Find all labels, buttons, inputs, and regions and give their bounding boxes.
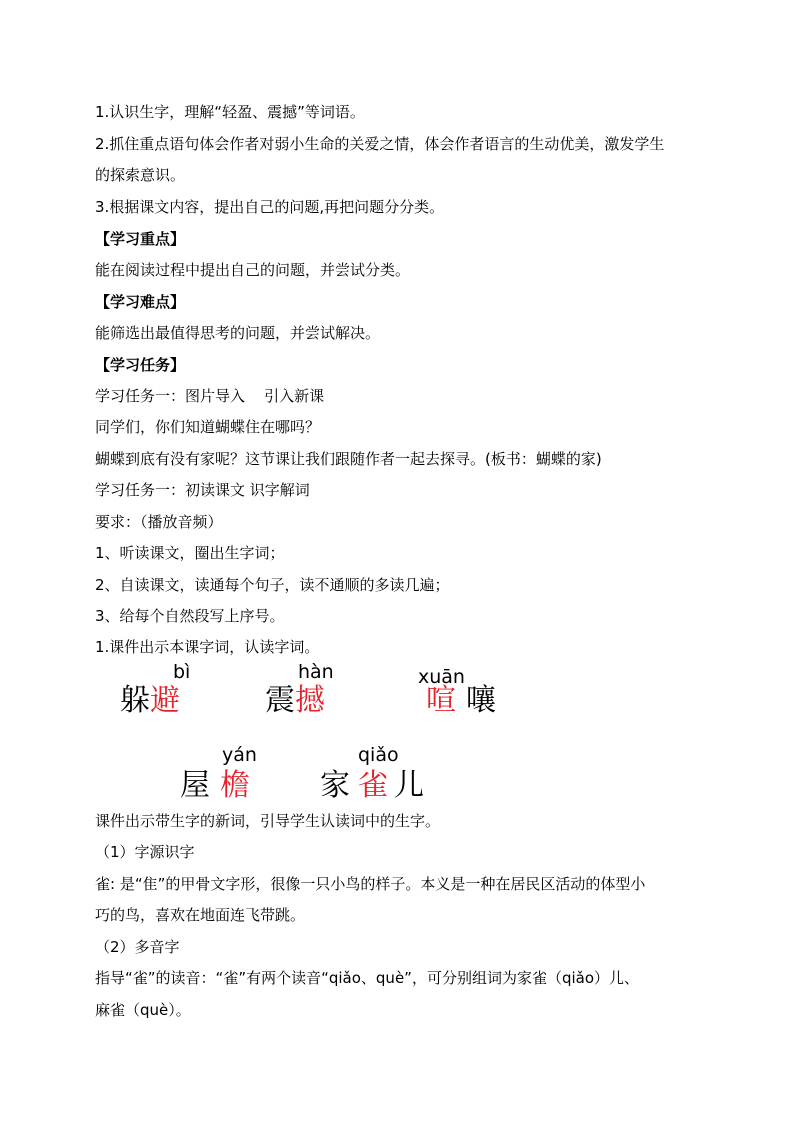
task-line: 3、给每个自然段写上序号。 — [95, 607, 285, 625]
body-line: 雀: 是“隹”的甲骨文字形，很像一只小鸟的样子。本义是一种在居民区活动的体型小 — [95, 875, 646, 893]
vocab-char-new: 檐 — [220, 768, 250, 803]
vocab-word — [265, 684, 325, 718]
vocab-word — [120, 684, 180, 718]
vocab-char: 躲 — [120, 683, 150, 718]
vocab-char-new: 避 — [150, 683, 180, 718]
task-line: 2、自读课文，读通每个句子，读不通顺的多读几遍； — [95, 576, 450, 594]
objective-3: 3.根据课文内容，提出自己的问题,再把问题分分类。 — [95, 198, 445, 216]
objective-1: 1.认识生字，理解“轻盈、震撼”等词语。 — [95, 103, 365, 121]
difficulty-heading: 【学习难点】 — [95, 293, 186, 311]
vocab-word — [426, 684, 496, 718]
difficulty-text: 能筛选出最值得思考的问题，并尝试解决。 — [95, 324, 381, 342]
task-line: 1.课件出示本课字词，认读字词。 — [95, 638, 320, 656]
body-line: 麻雀（què）。 — [95, 1001, 191, 1019]
task-line: 要求：（播放音频） — [95, 513, 223, 531]
body-line: 巧的鸟，喜欢在地面连飞带跳。 — [95, 906, 306, 924]
vocab-char: 嚷 — [466, 683, 496, 718]
vocab-char: 儿 — [394, 768, 424, 803]
vocab-word — [320, 769, 424, 803]
vocab-char: 震 — [265, 683, 295, 718]
pinyin-label: qiǎo — [358, 744, 399, 766]
task-line: 学习任务一：初读课文 识字解词 — [95, 481, 310, 499]
subheading-polyphone: （2）多音字 — [95, 938, 180, 956]
pinyin-label: yán — [222, 744, 257, 766]
subheading-origin: （1）字源识字 — [95, 843, 195, 861]
vocab-char-new: 撼 — [295, 683, 325, 718]
task-line: 学习任务一：图片导入 引入新课 — [95, 387, 325, 405]
objective-2: 2.抓住重点语句体会作者对弱小生命的关爱之情，体会作者语言的生动优美，激发学生 — [95, 135, 665, 153]
focus-heading: 【学习重点】 — [95, 230, 186, 248]
vocab-char-new: 喧 — [426, 683, 456, 718]
vocab-char: 屋 — [180, 768, 210, 803]
tasks-heading: 【学习任务】 — [95, 356, 186, 374]
body-line: 指导“雀”的读音：“雀”有两个读音“qiǎo、què”，可分别组词为家雀（qiǎo）儿、 — [95, 969, 640, 987]
objective-2-cont: 的探索意识。 — [95, 166, 186, 184]
body-line: 课件出示带生字的新词，引导学生认读词中的生字。 — [95, 812, 441, 830]
task-line: 蝴蝶到底有没有家呢？这节课让我们跟随作者一起去探寻。(板书：蝴蝶的家) — [95, 450, 602, 468]
task-line: 同学们，你们知道蝴蝶住在哪吗？ — [95, 418, 321, 436]
vocab-char-new: 雀 — [358, 768, 388, 803]
focus-text: 能在阅读过程中提出自己的问题，并尝试分类。 — [95, 261, 411, 279]
task-line: 1、听读课文，圈出生字词； — [95, 544, 285, 562]
vocab-word — [180, 769, 250, 803]
pinyin-label: bì — [173, 661, 191, 683]
pinyin-label: hàn — [298, 661, 334, 683]
pinyin-label: xuān — [418, 666, 465, 688]
vocab-char: 家 — [320, 768, 350, 803]
